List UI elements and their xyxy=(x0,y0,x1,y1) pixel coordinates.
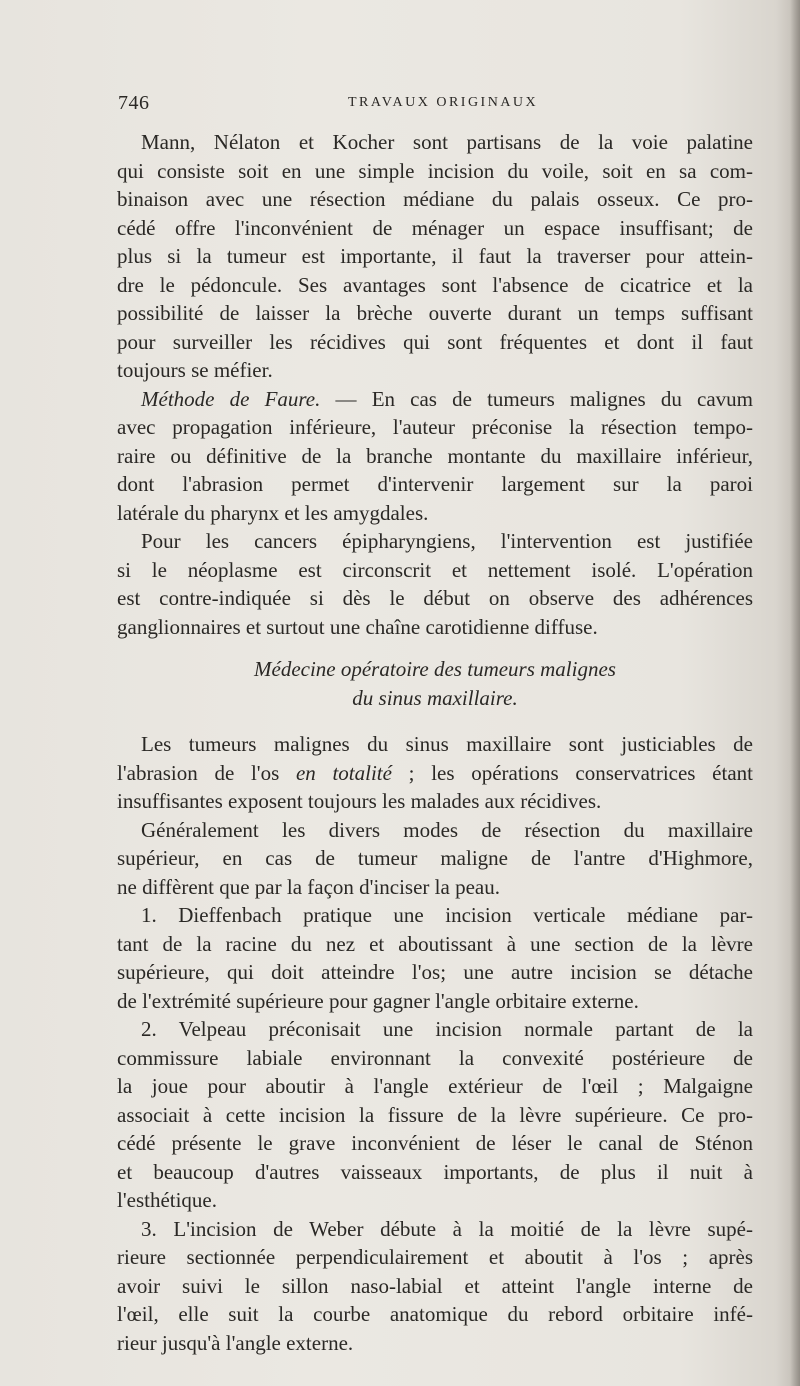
text-line: rieure sectionnée perpendiculairement et aboutit à l'os ; après xyxy=(117,1245,753,1269)
spacer xyxy=(117,712,753,730)
spacer xyxy=(117,641,753,655)
text-run: l'abrasion de l'os xyxy=(117,760,296,785)
text-line: la joue pour aboutir à l'angle extérieur de l'œil ; Malgaigne xyxy=(117,1074,753,1098)
running-head: TRAVAUX ORIGINAUX xyxy=(348,95,539,110)
text-line: binaison avec une résection médiane du palais osseux. Ce pro- xyxy=(117,187,753,211)
text-line: 1. Dieffenbach pratique une incision verticale médiane par- xyxy=(141,903,753,927)
text-line: latérale du pharynx et les amygdales. xyxy=(117,500,429,525)
text-line: insuffisantes exposent toujours les malades aux récidives. xyxy=(117,789,602,813)
text-line: rieur jusqu'à l'angle externe. xyxy=(117,1330,354,1355)
text-line: dre le pédoncule. Ses avantages sont l'absence de cicatrice et la xyxy=(117,272,753,297)
text-line: dont l'abrasion permet d'intervenir largement sur la paroi xyxy=(117,472,753,496)
paragraph-sinus-tumours xyxy=(117,730,753,816)
text-line: de l'extrémité supérieure pour gagner l'angle orbitaire externe. xyxy=(117,988,639,1013)
text-line: tant de la racine du nez et aboutissant à une section de la lèvre xyxy=(117,931,753,956)
text-line: possibilité de laisser la brèche ouverte durant un temps suffisant xyxy=(117,301,753,325)
text-line: cédé offre l'inconvénient de ménager un espace insuffisant; de xyxy=(117,215,753,240)
text-run: — En cas de tumeurs malignes du cavum xyxy=(320,386,753,411)
body-text xyxy=(117,128,753,1357)
page-header xyxy=(118,92,758,122)
text-line: et beaucoup d'autres vaisseaux importants, de plus il nuit à xyxy=(117,1159,753,1184)
paragraph-resection-modes xyxy=(117,816,753,902)
text-line: qui consiste soit en une simple incision du voile, soit en sa com- xyxy=(117,158,753,183)
emphasis: en totalité xyxy=(295,760,392,785)
text-line: associait à cette incision la fissure de la lèvre supérieure. Ce pro- xyxy=(117,1102,753,1127)
text-line: ne diffèrent que par la façon d'inciser la peau. xyxy=(117,874,500,899)
text-line xyxy=(117,759,753,788)
text-line: avoir suivi le sillon naso-labial et atteint l'angle interne de xyxy=(117,1273,753,1298)
page-number: 746 xyxy=(118,92,150,114)
text-line: plus si la tumeur est importante, il faut la traverser pour attein- xyxy=(117,244,753,268)
text-line: l'œil, elle suit la courbe anatomique du rebord orbitaire infé- xyxy=(117,1302,753,1326)
text-line: Pour les cancers épipharyngiens, l'intervention est justifiée xyxy=(141,529,753,553)
text-line: ganglionnaires et surtout une chaîne carotidienne diffuse. xyxy=(117,614,598,639)
text-line: si le néoplasme est circonscrit et nettement isolé. L'opération xyxy=(117,557,753,582)
text-line: l'esthétique. xyxy=(117,1188,218,1212)
text-line: cédé présente le grave inconvénient de léser le canal de Sténon xyxy=(117,1131,753,1155)
paragraph-epipharyngeal-cancers xyxy=(117,527,753,641)
text-line: toujours se méfier. xyxy=(117,358,273,382)
section-title-line: du sinus maxillaire. xyxy=(352,685,518,710)
text-line: supérieur, en cas de tumeur maligne de l'antre d'Highmore, xyxy=(117,846,753,870)
text-line: Mann, Nélaton et Kocher sont partisans de la voie palatine xyxy=(141,130,753,154)
text-line: Les tumeurs malignes du sinus maxillaire sont justiciables de xyxy=(141,732,753,756)
paragraph-weber xyxy=(117,1215,753,1358)
text-line xyxy=(117,385,753,414)
text-line: Généralement les divers modes de résection du maxillaire xyxy=(141,817,753,842)
text-line: 2. Velpeau préconisait une incision normale partant de la xyxy=(141,1017,753,1041)
page-edge-shadow xyxy=(790,0,800,1386)
section-heading xyxy=(117,655,753,712)
text-line: 3. L'incision de Weber débute à la moitié de la lèvre supé- xyxy=(141,1216,753,1241)
text-line: est contre-indiquée si dès le début on observe des adhérences xyxy=(117,586,753,610)
paragraph-faure-method xyxy=(117,385,753,528)
text-line: commissure labiale environnant la convexité postérieure de xyxy=(117,1045,753,1070)
section-title-line: Médecine opératoire des tumeurs malignes xyxy=(254,657,616,681)
text-run: ; les opérations conservatrices étant xyxy=(391,760,753,785)
text-line: supérieure, qui doit atteindre l'os; une autre incision se détache xyxy=(117,960,753,984)
paragraph-dieffenbach xyxy=(117,901,753,1015)
method-name: Méthode de Faure. xyxy=(141,386,321,411)
paragraph-velpeau xyxy=(117,1015,753,1215)
text-line: avec propagation inférieure, l'auteur préconise la résection tempo- xyxy=(117,415,753,439)
text-line: raire ou définitive de la branche montante du maxillaire inférieur, xyxy=(117,443,753,468)
paragraph-palatine-route xyxy=(117,128,753,385)
text-line: pour surveiller les récidives qui sont fréquentes et dont il faut xyxy=(117,329,753,354)
